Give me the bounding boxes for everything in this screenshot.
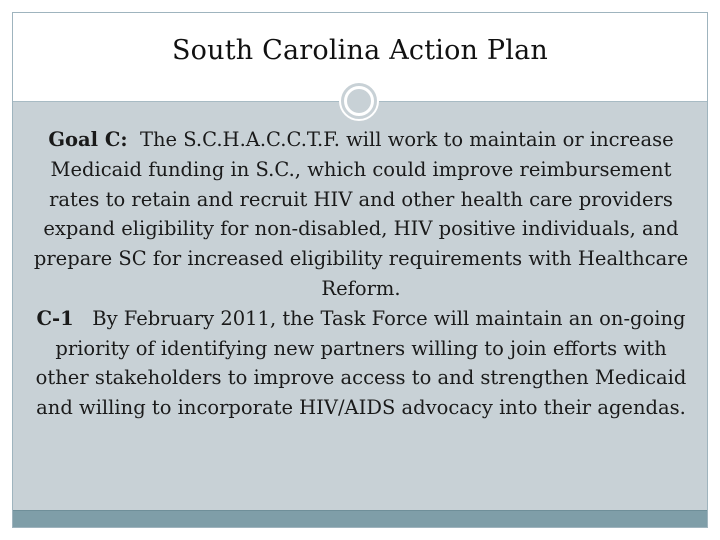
slide-body (27, 125, 695, 423)
objective-label: C-1 (36, 306, 74, 330)
bottom-accent-bar (13, 510, 707, 527)
slide-frame (12, 12, 708, 528)
goal-text: The S.C.H.A.C.C.T.F. will work to maintain or increase Medicaid funding in S.C., which could improve reimbursement rates to retain and recruit HIV and other health care providers expand eligibility for non-disabled, HIV positive individuals, and prepare SC for increased eligibility requirements with Healthcare Reform. (33, 128, 689, 300)
goal-paragraph (27, 125, 695, 304)
objective-paragraph (27, 304, 695, 423)
goal-label: Goal C: (48, 128, 128, 151)
objective-text: By February 2011, the Task Force will maintain an on-going priority of identifying new partners willing to join efforts with other stakeholders to improve access to and strengthen Medicaid and willing to incorporate HIV/AIDS advocacy into their agendas. (35, 306, 687, 420)
circle-ring-inner (344, 86, 374, 116)
slide-title: South Carolina Action Plan (171, 34, 549, 66)
circle-ring-icon (339, 81, 379, 121)
